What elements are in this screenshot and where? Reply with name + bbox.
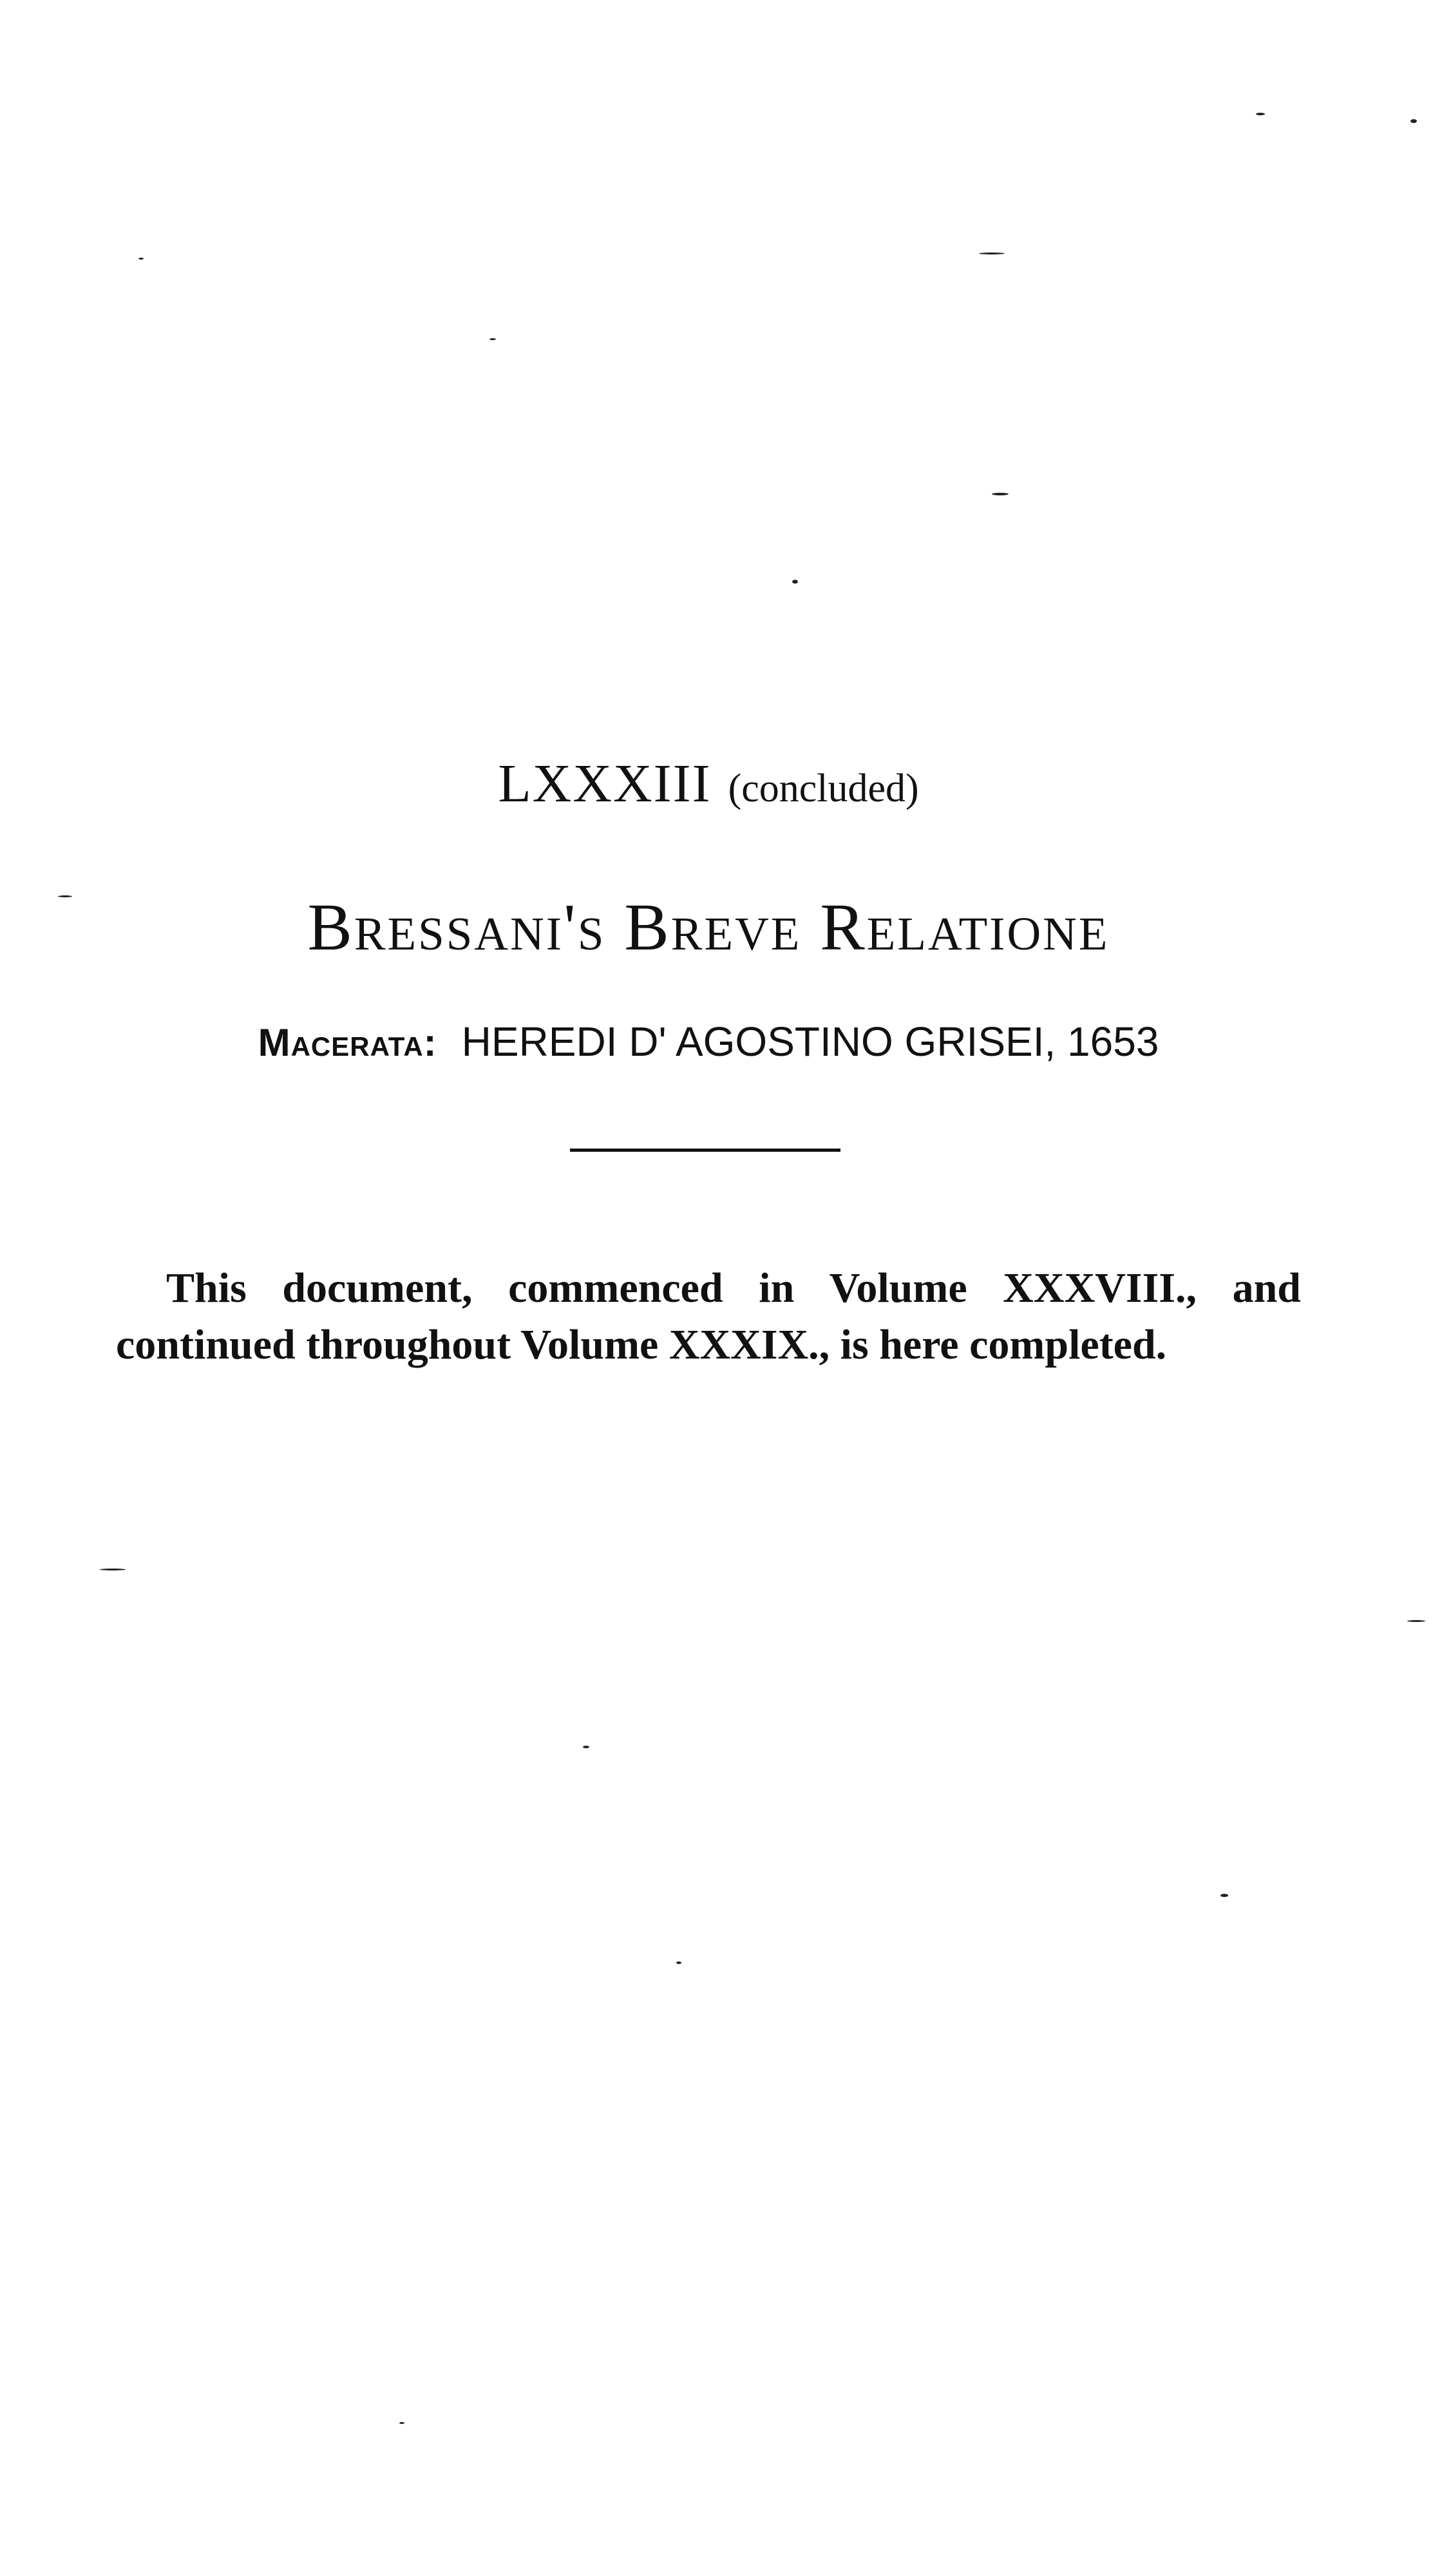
chapter-heading <box>0 752 1417 815</box>
imprint-place: Macerata: <box>258 1021 437 1064</box>
document-title: Bressani's Breve Relatione <box>307 890 1110 964</box>
chapter-number: LXXXIII <box>498 754 712 814</box>
divider-rule <box>570 1149 840 1152</box>
imprint-line <box>0 1018 1417 1065</box>
imprint-printer: HEREDI D' AGOSTINO GRISEI, 1653 <box>461 1018 1159 1065</box>
chapter-note: (concluded) <box>728 767 919 810</box>
body-paragraph: This document, commenced in Volume XXXVIII., and continued throughout Volume XXXIX., is here completed. <box>116 1264 1301 1368</box>
